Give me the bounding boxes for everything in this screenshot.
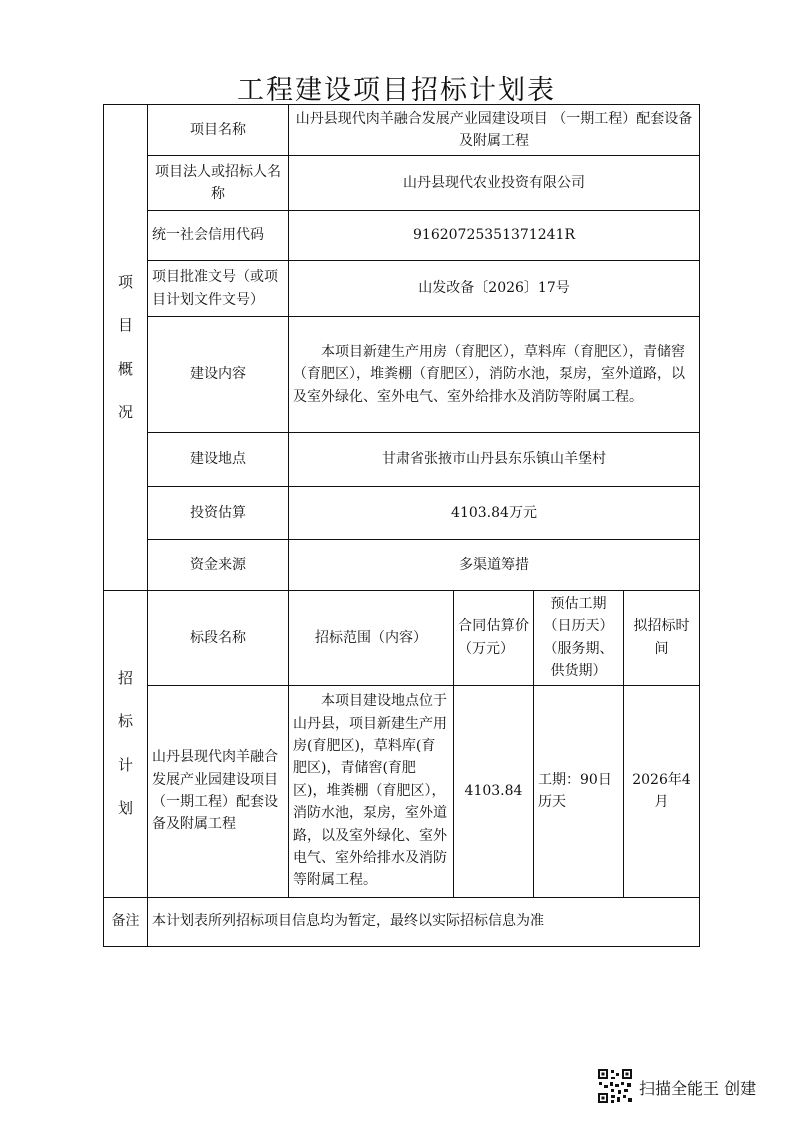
overview-value: 甘肃省张掖市山丹县东乐镇山羊堡村: [289, 433, 700, 487]
tender-header-cell: 招标范围（内容）: [289, 591, 454, 686]
overview-label: 建设地点: [148, 433, 289, 487]
overview-row-construction-content: [104, 317, 700, 433]
remarks-text: 本计划表所列招标项目信息均为暂定，最终以实际招标信息为准: [148, 897, 700, 946]
tender-header-cell: 预估工期（日历天）（服务期、供货期）: [534, 591, 624, 686]
tender-duration: 工期：90日历天: [534, 685, 624, 897]
overview-value: 本项目新建生产用房（育肥区），草料库（育肥区），青储窖（育肥区），堆粪棚（育肥区），消防水池，泵房，室外道路，以及室外绿化、室外电气、室外给排水及消防等附属工程。: [289, 317, 700, 433]
overview-label: 投资估算: [148, 487, 289, 540]
tender-header-cell: 合同估算价（万元）: [454, 591, 534, 686]
tender-scope: 本项目建设地点位于山丹县，项目新建生产用房(育肥区)，草料库(育肥区)，青储窖(育肥区)，堆粪棚（育肥区），消防水池，泵房，室外道路，以及室外绿化、室外电气、室外给排水及消防等附属工程。: [289, 685, 454, 897]
overview-label: 统一社会信用代码: [148, 211, 289, 261]
tender-plan-table: [103, 104, 700, 947]
overview-value: 4103.84万元: [289, 487, 700, 540]
page-title: 工程建设项目招标计划表: [237, 75, 556, 106]
tender-header-cell: 拟招标时间: [624, 591, 700, 686]
overview-label: 项目名称: [148, 105, 289, 156]
overview-row-credit-code: [104, 211, 700, 261]
tender-section-label: [104, 591, 148, 898]
overview-label: 项目法人或招标人名称: [148, 156, 289, 211]
overview-row-project-name: [104, 105, 700, 156]
overview-value: 山发改备〔2026〕17号: [289, 261, 700, 317]
remarks-row: [104, 897, 700, 946]
qr-code-icon: [597, 1068, 633, 1104]
scanner-brand-text: 扫描全能王 创建: [639, 1079, 757, 1098]
overview-label: 建设内容: [148, 317, 289, 433]
tender-section-text: 招 标 计 划: [117, 668, 133, 818]
overview-label: 资金来源: [148, 540, 289, 591]
overview-row-tenderer: [104, 156, 700, 211]
overview-row-location: [104, 433, 700, 487]
overview-value: 山丹县现代肉羊融合发展产业园建设项目 （一期工程）配套设备及附属工程: [289, 105, 700, 156]
overview-value: 91620725351371241R: [289, 211, 700, 261]
tender-contract-price: 4103.84: [454, 685, 534, 897]
remarks-label: 备注: [104, 897, 148, 946]
tender-section-name: 山丹县现代肉羊融合发展产业园建设项目（一期工程）配套设备及附属工程: [148, 685, 289, 897]
scanner-watermark: [597, 1068, 772, 1108]
overview-value: 山丹县现代农业投资有限公司: [289, 156, 700, 211]
overview-value: 多渠道筹措: [289, 540, 700, 591]
tender-header-cell: 标段名称: [148, 591, 289, 686]
overview-section-label: [104, 105, 148, 591]
tender-header-row: [104, 591, 700, 686]
tender-data-row: [104, 685, 700, 897]
overview-label: 项目批准文号（或项目计划文件文号）: [148, 261, 289, 317]
overview-section-text: 项 目 概 况: [117, 272, 133, 421]
overview-row-investment: [104, 487, 700, 540]
overview-row-approval-number: [104, 261, 700, 317]
overview-row-funding: [104, 540, 700, 591]
tender-time: 2026年4月: [624, 685, 700, 897]
